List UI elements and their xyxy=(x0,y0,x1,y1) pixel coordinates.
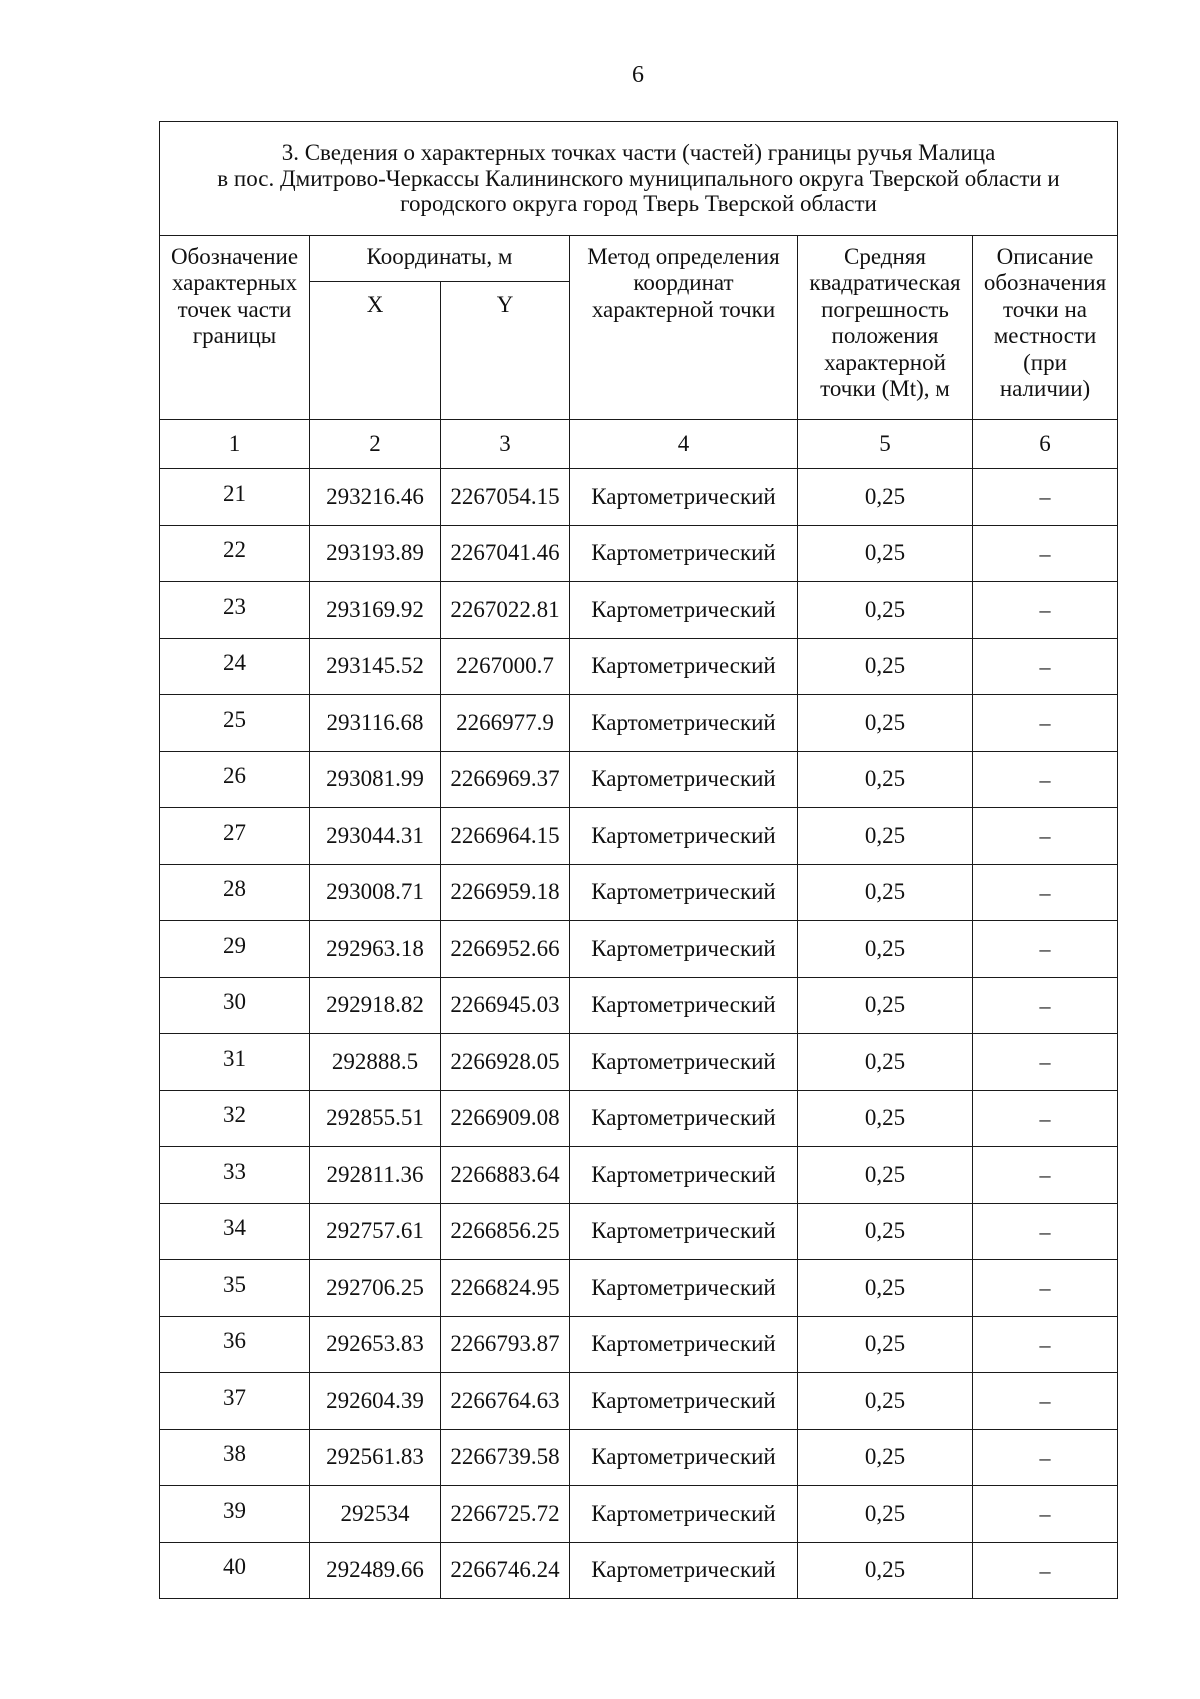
table-row xyxy=(160,1090,1118,1147)
cell-x: 292811.36 xyxy=(310,1147,441,1204)
cell-y: 2266928.05 xyxy=(441,1034,570,1091)
header-error-line: квадратическая xyxy=(809,270,961,296)
header-coordinates: Координаты, м xyxy=(310,236,570,282)
cell-x: 292653.83 xyxy=(310,1316,441,1373)
cell-method: Картометрический xyxy=(570,1429,798,1486)
cell-x: 292489.66 xyxy=(310,1542,441,1599)
table-row xyxy=(160,921,1118,978)
cell-x: 292918.82 xyxy=(310,977,441,1034)
cell-error: 0,25 xyxy=(798,1486,973,1543)
cell-description: – xyxy=(973,1147,1118,1204)
header-x: X xyxy=(310,282,441,420)
cell-method: Картометрический xyxy=(570,1373,798,1430)
cell-point: 25 xyxy=(160,695,310,752)
cell-x: 292963.18 xyxy=(310,921,441,978)
table-row xyxy=(160,1260,1118,1317)
cell-point: 37 xyxy=(160,1373,310,1430)
table-row xyxy=(160,1429,1118,1486)
cell-error: 0,25 xyxy=(798,864,973,921)
cell-y: 2266764.63 xyxy=(441,1373,570,1430)
table-row xyxy=(160,808,1118,865)
cell-error: 0,25 xyxy=(798,808,973,865)
cell-point: 35 xyxy=(160,1260,310,1317)
cell-description: – xyxy=(973,1373,1118,1430)
boundary-points-table xyxy=(159,121,1118,1599)
caption-line-2: в пос. Дмитрово-Черкассы Калининского муниципального округа Тверской области и xyxy=(217,165,1060,191)
cell-x: 293145.52 xyxy=(310,638,441,695)
cell-error: 0,25 xyxy=(798,1260,973,1317)
table-row xyxy=(160,1486,1118,1543)
cell-method: Картометрический xyxy=(570,695,798,752)
header-method xyxy=(570,236,798,420)
cell-method: Картометрический xyxy=(570,1542,798,1599)
cell-error: 0,25 xyxy=(798,977,973,1034)
header-point-designation-line: границы xyxy=(192,323,277,349)
column-number: 1 xyxy=(160,420,310,469)
cell-description: – xyxy=(973,1260,1118,1317)
cell-description: – xyxy=(973,525,1118,582)
cell-method: Картометрический xyxy=(570,751,798,808)
table-row xyxy=(160,751,1118,808)
cell-x: 292561.83 xyxy=(310,1429,441,1486)
cell-y: 2266969.37 xyxy=(441,751,570,808)
cell-x: 292604.39 xyxy=(310,1373,441,1430)
cell-x: 292855.51 xyxy=(310,1090,441,1147)
header-description-line: обозначения xyxy=(983,270,1107,296)
header-method-line: характерной точки xyxy=(591,296,776,322)
page-number: 6 xyxy=(632,62,644,88)
table-row xyxy=(160,695,1118,752)
cell-description: – xyxy=(973,638,1118,695)
cell-description: – xyxy=(973,1542,1118,1599)
cell-method: Картометрический xyxy=(570,1486,798,1543)
cell-point: 32 xyxy=(160,1090,310,1147)
cell-y: 2266824.95 xyxy=(441,1260,570,1317)
cell-x: 293216.46 xyxy=(310,469,441,526)
cell-x: 293116.68 xyxy=(310,695,441,752)
cell-y: 2266952.66 xyxy=(441,921,570,978)
table-caption xyxy=(160,122,1118,236)
header-point-designation-line: Обозначение xyxy=(170,244,299,269)
cell-description: – xyxy=(973,1486,1118,1543)
header-method-line: координат xyxy=(633,270,734,296)
header-error-line: положения xyxy=(831,323,939,349)
cell-y: 2267054.15 xyxy=(441,469,570,526)
cell-description: – xyxy=(973,751,1118,808)
cell-error: 0,25 xyxy=(798,469,973,526)
cell-error: 0,25 xyxy=(798,1373,973,1430)
cell-point: 28 xyxy=(160,864,310,921)
header-error-line: точки (Mt), м xyxy=(820,376,950,402)
cell-description: – xyxy=(973,1316,1118,1373)
cell-description: – xyxy=(973,1429,1118,1486)
cell-x: 293008.71 xyxy=(310,864,441,921)
cell-point: 33 xyxy=(160,1147,310,1204)
cell-description: – xyxy=(973,808,1118,865)
cell-point: 30 xyxy=(160,977,310,1034)
cell-y: 2266964.15 xyxy=(441,808,570,865)
cell-error: 0,25 xyxy=(798,1542,973,1599)
cell-point: 31 xyxy=(160,1034,310,1091)
cell-x: 292706.25 xyxy=(310,1260,441,1317)
cell-y: 2267022.81 xyxy=(441,582,570,639)
cell-description: – xyxy=(973,921,1118,978)
cell-point: 26 xyxy=(160,751,310,808)
cell-method: Картометрический xyxy=(570,525,798,582)
column-number: 6 xyxy=(973,420,1118,469)
cell-point: 29 xyxy=(160,921,310,978)
cell-description: – xyxy=(973,1034,1118,1091)
cell-method: Картометрический xyxy=(570,864,798,921)
header-description-line: Описание xyxy=(996,244,1094,269)
table-row xyxy=(160,1542,1118,1599)
header-point-designation-line: точек части xyxy=(177,296,292,322)
table-row xyxy=(160,525,1118,582)
cell-error: 0,25 xyxy=(798,1316,973,1373)
header-method-line: Метод определения xyxy=(587,244,780,269)
column-number-row xyxy=(160,420,1118,469)
cell-method: Картометрический xyxy=(570,469,798,526)
table-row xyxy=(160,1203,1118,1260)
cell-method: Картометрический xyxy=(570,1316,798,1373)
header-description-line: местности xyxy=(993,323,1097,349)
cell-y: 2266959.18 xyxy=(441,864,570,921)
cell-y: 2266739.58 xyxy=(441,1429,570,1486)
cell-method: Картометрический xyxy=(570,1034,798,1091)
cell-description: – xyxy=(973,469,1118,526)
cell-method: Картометрический xyxy=(570,1203,798,1260)
header-error-line: характерной xyxy=(824,349,946,375)
cell-point: 22 xyxy=(160,525,310,582)
cell-method: Картометрический xyxy=(570,582,798,639)
cell-description: – xyxy=(973,1203,1118,1260)
cell-description: – xyxy=(973,864,1118,921)
header-description-line: наличии) xyxy=(999,376,1091,402)
cell-x: 293169.92 xyxy=(310,582,441,639)
cell-method: Картометрический xyxy=(570,1090,798,1147)
cell-description: – xyxy=(973,977,1118,1034)
table-row xyxy=(160,1034,1118,1091)
column-number: 5 xyxy=(798,420,973,469)
cell-method: Картометрический xyxy=(570,808,798,865)
cell-method: Картометрический xyxy=(570,977,798,1034)
cell-point: 39 xyxy=(160,1486,310,1543)
cell-description: – xyxy=(973,1090,1118,1147)
cell-y: 2266793.87 xyxy=(441,1316,570,1373)
table-row xyxy=(160,469,1118,526)
cell-error: 0,25 xyxy=(798,921,973,978)
header-y: Y xyxy=(441,282,570,420)
column-number: 4 xyxy=(570,420,798,469)
cell-error: 0,25 xyxy=(798,695,973,752)
header-description-line: точки на xyxy=(1003,296,1087,322)
cell-description: – xyxy=(973,695,1118,752)
cell-point: 27 xyxy=(160,808,310,865)
table-row xyxy=(160,1147,1118,1204)
cell-x: 292888.5 xyxy=(310,1034,441,1091)
cell-y: 2266909.08 xyxy=(441,1090,570,1147)
cell-method: Картометрический xyxy=(570,1147,798,1204)
cell-y: 2267041.46 xyxy=(441,525,570,582)
cell-error: 0,25 xyxy=(798,1147,973,1204)
cell-point: 21 xyxy=(160,469,310,526)
table-row xyxy=(160,864,1118,921)
cell-point: 38 xyxy=(160,1429,310,1486)
cell-error: 0,25 xyxy=(798,1203,973,1260)
header-description-line: (при xyxy=(1023,349,1067,375)
cell-x: 293193.89 xyxy=(310,525,441,582)
cell-y: 2266725.72 xyxy=(441,1486,570,1543)
cell-x: 292534 xyxy=(310,1486,441,1543)
table-row xyxy=(160,582,1118,639)
cell-method: Картометрический xyxy=(570,638,798,695)
table-row xyxy=(160,1316,1118,1373)
header-point-designation-line: характерных xyxy=(171,270,297,296)
cell-description: – xyxy=(973,582,1118,639)
table-row xyxy=(160,638,1118,695)
header-error-line: погрешность xyxy=(821,296,949,322)
cell-point: 36 xyxy=(160,1316,310,1373)
cell-x: 293044.31 xyxy=(310,808,441,865)
cell-method: Картометрический xyxy=(570,921,798,978)
cell-error: 0,25 xyxy=(798,1090,973,1147)
cell-error: 0,25 xyxy=(798,638,973,695)
cell-y: 2266945.03 xyxy=(441,977,570,1034)
cell-error: 0,25 xyxy=(798,582,973,639)
caption-line-1: 3. Сведения о характерных точках части (частей) границы ручья Малица xyxy=(281,139,996,165)
cell-error: 0,25 xyxy=(798,1034,973,1091)
cell-method: Картометрический xyxy=(570,1260,798,1317)
cell-y: 2266856.25 xyxy=(441,1203,570,1260)
header-point-designation xyxy=(160,236,310,420)
cell-error: 0,25 xyxy=(798,751,973,808)
column-number: 2 xyxy=(310,420,441,469)
header-error-line: Средняя xyxy=(844,244,926,269)
table-row xyxy=(160,1373,1118,1430)
cell-point: 34 xyxy=(160,1203,310,1260)
cell-error: 0,25 xyxy=(798,525,973,582)
cell-x: 292757.61 xyxy=(310,1203,441,1260)
caption-line-3: городского округа город Тверь Тверской области xyxy=(400,191,877,217)
cell-y: 2266746.24 xyxy=(441,1542,570,1599)
cell-point: 40 xyxy=(160,1542,310,1599)
cell-error: 0,25 xyxy=(798,1429,973,1486)
column-number: 3 xyxy=(441,420,570,469)
cell-y: 2266977.9 xyxy=(441,695,570,752)
table-row xyxy=(160,977,1118,1034)
cell-point: 24 xyxy=(160,638,310,695)
cell-point: 23 xyxy=(160,582,310,639)
cell-y: 2266883.64 xyxy=(441,1147,570,1204)
header-error xyxy=(798,236,973,420)
cell-y: 2267000.7 xyxy=(441,638,570,695)
cell-x: 293081.99 xyxy=(310,751,441,808)
header-description xyxy=(973,236,1118,420)
